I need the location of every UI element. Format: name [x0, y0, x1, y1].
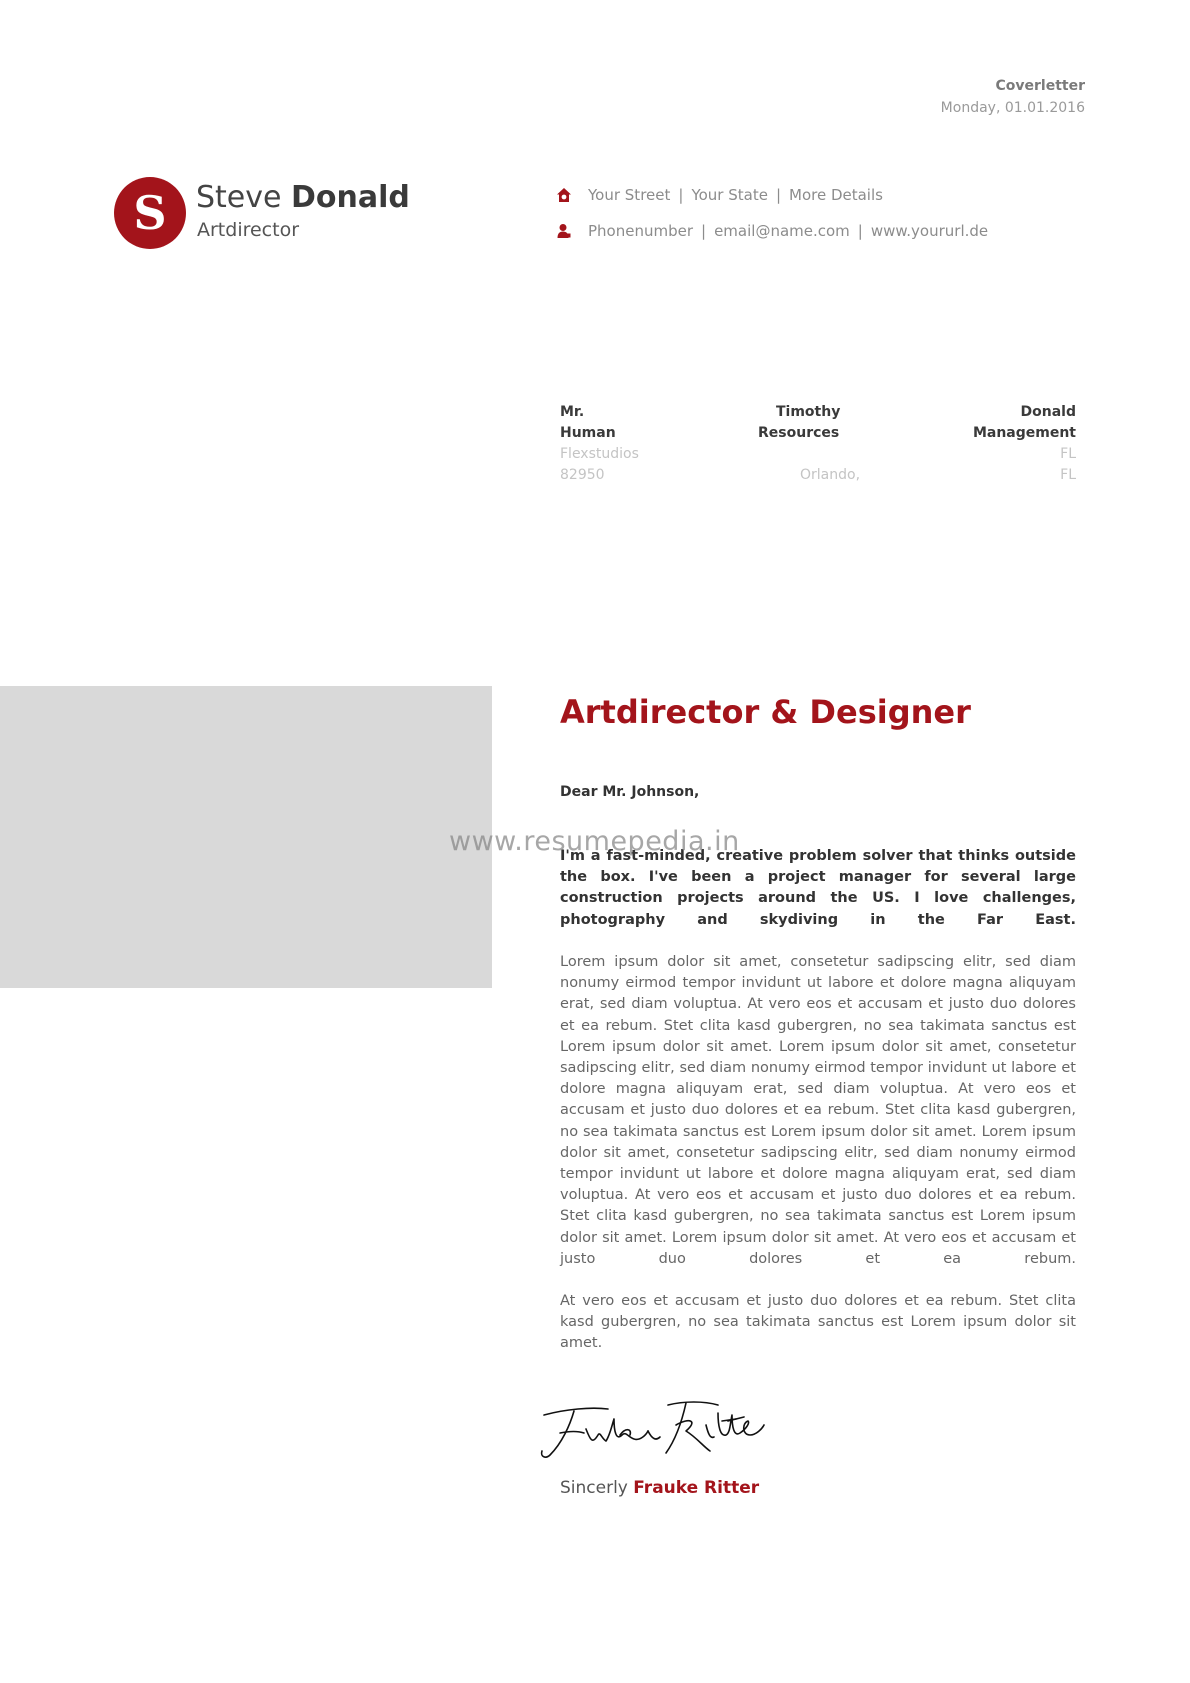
- letter-headline: Artdirector & Designer: [560, 693, 971, 731]
- home-icon: [556, 187, 572, 203]
- person-icon: [556, 223, 572, 239]
- job-role: Artdirector: [197, 219, 300, 241]
- phone-number: Phonenumber: [588, 222, 694, 240]
- letter-body-paragraph-2: At vero eos et accusam et justo duo dolores et ea rebum. Stet clita kasd gubergren, no sea takimata sanctus est Lorem ipsum dolor sit amet.: [560, 1293, 1076, 1352]
- photo-placeholder: [0, 686, 492, 988]
- separator: |: [775, 186, 781, 204]
- sign-off-word: Sincerly: [560, 1478, 628, 1498]
- email-address: email@name.com: [714, 222, 850, 240]
- recipient-zip: 82950: [560, 467, 605, 483]
- first-name: Steve: [196, 180, 282, 215]
- document-date: Monday, 01.01.2016: [940, 100, 1085, 116]
- separator: |: [678, 186, 684, 204]
- recipient-company-state: FL: [1060, 446, 1076, 462]
- website-url: www.yoururl.de: [870, 222, 989, 240]
- address-details: More Details: [789, 186, 883, 204]
- separator: |: [857, 222, 863, 240]
- last-name: Donald: [291, 180, 410, 215]
- document-type: Coverletter: [995, 78, 1085, 94]
- letter-intro: I'm a fast-minded, creative problem solver that thinks outside the box. I've been a project manager for several large construction projects around the US. I love challenges, photography and skydiving in the Far East.: [560, 848, 1076, 928]
- recipient-first-name: Timothy: [776, 404, 841, 420]
- recipient-company: Flexstudios: [560, 446, 639, 462]
- recipient-department-word-1: Human: [560, 425, 616, 441]
- address-state: Your State: [691, 186, 768, 204]
- separator: |: [701, 222, 707, 240]
- recipient-department-word-3: Management: [972, 425, 1076, 441]
- letter-salutation: Dear Mr. Johnson,: [560, 784, 700, 800]
- recipient-salutation: Mr.: [560, 404, 585, 420]
- recipient-block: [560, 404, 1076, 488]
- recipient-last-name: Donald: [1020, 404, 1076, 420]
- logo-initial: S: [114, 177, 186, 249]
- address-street: Your Street: [588, 186, 671, 204]
- watermark: www.resumepedia.in: [449, 826, 740, 857]
- full-name: [196, 180, 410, 215]
- address-line: [556, 186, 883, 204]
- sign-off: [560, 1478, 759, 1498]
- handwritten-signature: [536, 1395, 776, 1465]
- recipient-department-word-2: Resources: [758, 425, 840, 441]
- contact-details-line: [556, 222, 988, 240]
- letter-body-paragraph-1: Lorem ipsum dolor sit amet, consetetur sadipscing elitr, sed diam nonumy eirmod tempor invidunt ut labore et dolore magna aliquyam erat, sed diam voluptua. At vero eos et accusam et justo duo dolores et ea rebum. Stet clita kasd gubergren, no sea takimata sanctus est Lorem ipsum dolor sit amet. Lorem ipsum dolor sit amet, consetetur sadipscing elitr, sed diam nonumy eirmod tempor invidunt ut labore et dolore magna aliquyam erat, sed diam voluptua. At vero eos et accusam et justo duo dolores et ea rebum. Stet clita kasd gubergren, no sea takimata sanctus est Lorem ipsum dolor sit amet. Lorem ipsum dolor sit amet, consetetur sadipscing elitr, sed diam nonumy eirmod tempor invidunt ut labore et dolore magna aliquyam erat, sed diam voluptua. At vero eos et accusam et justo duo dolores et ea rebum. Stet clita kasd gubergren, no sea takimata sanctus est Lorem ipsum dolor sit amet. Lorem ipsum dolor sit amet. At vero eos et accusam et justo duo dolores et ea rebum.: [560, 954, 1076, 1267]
- recipient-state: FL: [1060, 467, 1076, 483]
- recipient-city: Orlando,: [800, 467, 861, 483]
- signer-name: Frauke Ritter: [633, 1478, 760, 1498]
